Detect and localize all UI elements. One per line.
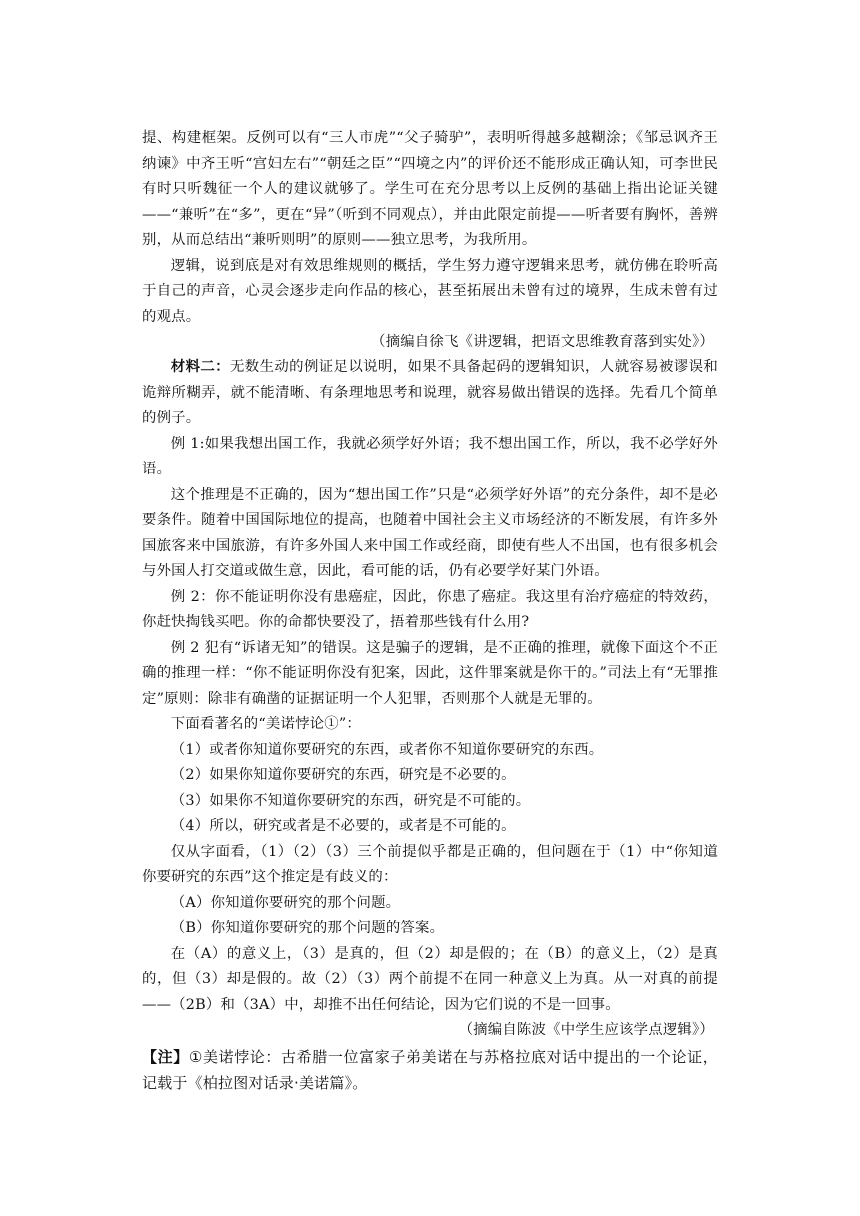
paragraph-logic-summary: 逻辑，说到底是对有效思维规则的概括，学生努力遵守逻辑来思考，就仿佛在聆听高于自己的声音，心灵会逐步走向作品的核心，甚至拓展出未曾有过的境界，生成未曾有过的观点。: [142, 257, 718, 325]
material-two-intro-text: 无数生动的例证足以说明，如果不具备起码的逻辑知识，人就容易被谬误和诡辩所糊弄，就不能清晰、有条理地思考和说理，就容易做出错误的选择。先看几个简单的例子。: [142, 359, 718, 426]
paragraph-conclusion-analysis: 在（A）的意义上，（3）是真的，但（2）却是假的；在（B）的意义上，（2）是真的，但（3）却是假的。故（2）（3）两个前提不在同一种意义上为真。从一对真的前提——（2B）和（3A）中，却推不出任何结论，因为它们说的不是一回事。: [142, 945, 718, 1013]
material-one-continuation: [142, 126, 718, 356]
paragraph-example-two: 例 2：你不能证明你没有患癌症，因此，你患了癌症。我这里有治疗癌症的特效药，你赶快掏钱买吧。你的命都快要没了，捂着那些钱有什么用?: [142, 588, 718, 630]
paragraph-example-one-analysis: 这个推理是不正确的，因为“想出国工作”只是“必须学好外语”的充分条件，却不是必要条件。随着中国国际地位的提高，也随着中国社会主义市场经济的不断发展，有许多外国旅客来中国旅游，有许多外国人来中国工作或经商，即使有些人不出国，也有很多机会与外国人打交道或做生意，因此，看可能的话，仍有必要学好某门外语。: [142, 486, 718, 579]
material-two-label: 材料二：: [170, 358, 230, 375]
paragraph-example-two-analysis: 例 2 犯有“诉诸无知”的错误。这是骗子的逻辑，是不正确的推理，就像下面这个不正确的推理一样：“你不能证明你没有犯案，因此，这件罪案就是你干的。”司法上有“无罪推定”原则：除非有确凿的证据证明一个人犯罪，否则那个人就是无罪的。: [142, 639, 718, 707]
material-two: [142, 354, 718, 1096]
paragraph-ambiguity-analysis: 仅从字面看，（1）（2）（3）三个前提似乎都是正确的，但问题在于（1）中“你知道你要研究的东西”这个推定是有歧义的：: [142, 843, 718, 885]
premise-3: （3）如果你不知道你要研究的东西，研究是不可能的。: [170, 792, 531, 809]
footnote-tag: 【注】: [142, 1047, 189, 1066]
footnote: [142, 1044, 718, 1096]
paragraph-example-one: 例 1:如果我想出国工作，我就必须学好外语；我不想出国工作，所以，我不必学好外语。: [142, 435, 718, 477]
paragraph-counter-examples: 提、构建框架。反例可以有“三人市虎”“父子骑驴”，表明听得越多越糊涂；《邹忌讽齐王纳谏》中齐王听“宫妇左右”“朝廷之臣”“四境之内”的评价还不能形成正确认知，可李世民有时只听魏征一个人的建议就够了。学生可在充分思考以上反例的基础上指出论证关键——“兼听”在“多”，更在“异”（听到不同观点），并由此限定前提——听者要有胸怀，善辨别，从而总结出“兼听则明”的原则——独立思考，为我所用。: [142, 130, 718, 248]
paragraph-meno-intro: 下面看著名的“美诺悖论①”：: [170, 716, 361, 732]
premise-2: （2）如果你知道你要研究的东西，研究是不必要的。: [170, 767, 516, 783]
source-citation-xu-fei: （摘编自徐飞《讲逻辑，把语文思维教育落到实处》）: [371, 334, 714, 350]
paragraph-material-two-intro: [142, 354, 718, 432]
meaning-b: （B）你知道你要研究的那个问题的答案。: [170, 920, 445, 936]
premise-4: （4）所以，研究或者是不必要的，或者是不可能的。: [170, 818, 516, 834]
meaning-a: （A）你知道你要研究的那个问题。: [170, 894, 401, 911]
footnote-text: ①美诺悖论：古希腊一位富家子弟美诺在与苏格拉底对话中提出的一个论证，记载于《柏拉图对话录·美诺篇》。: [142, 1047, 718, 1092]
premise-1: （1）或者你知道你要研究的东西，或者你不知道你要研究的东西。: [170, 741, 604, 758]
source-citation-chen-bo: （摘编自陈波《中学生应该学点逻辑》）: [458, 1022, 714, 1038]
